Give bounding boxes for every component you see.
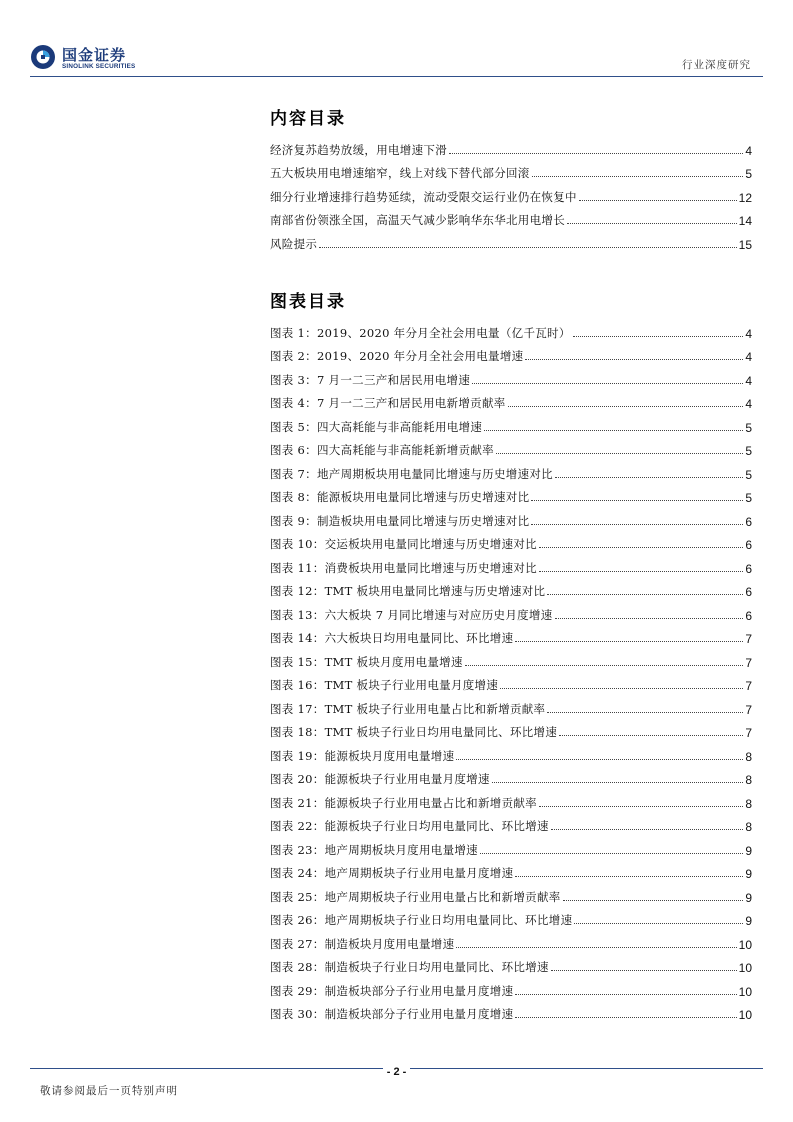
figure-entry-page: 10: [738, 961, 752, 975]
figure-entry[interactable]: [270, 693, 752, 717]
figure-entry-text: 图表 3：7 月一二三产和居民用电增速: [270, 372, 471, 387]
figure-entry-page: 7: [745, 632, 752, 646]
figure-entry-page: 9: [745, 867, 752, 881]
figure-entry[interactable]: [270, 646, 752, 670]
toc-entry-page: 12: [738, 190, 752, 205]
contents-section: [270, 104, 752, 252]
toc-entry-text: 经济复苏趋势放缓，用电增速下滑: [270, 142, 447, 157]
dot-leader: [567, 223, 737, 224]
figure-entry-page: 6: [745, 585, 752, 599]
contents-list: [270, 134, 752, 252]
figure-entry-page: 5: [745, 491, 752, 505]
toc-entry[interactable]: [270, 158, 752, 182]
page-number: [0, 1066, 793, 1078]
figures-section: [270, 287, 752, 1022]
toc-entry[interactable]: [270, 181, 752, 205]
figure-entry-page: 6: [745, 538, 752, 552]
figure-entry[interactable]: [270, 411, 752, 435]
figures-title: 图表目录: [270, 292, 346, 312]
dot-leader: [465, 665, 744, 666]
dot-leader: [532, 176, 744, 177]
brand-logo-icon: [30, 44, 56, 70]
figure-entry-text: 图表 10：交运板块用电量同比增速与历史增速对比: [270, 537, 537, 551]
toc-entry-page: 5: [745, 167, 752, 181]
figure-entry[interactable]: [270, 881, 752, 905]
figure-entry-page: 8: [745, 796, 752, 811]
figure-entry[interactable]: [270, 529, 752, 553]
report-type: 行业深度研究: [682, 59, 751, 71]
dot-leader: [539, 571, 743, 572]
dot-leader: [500, 688, 743, 689]
figure-entry-text: 图表 18：TMT 板块子行业日均用电量同比、环比增速: [270, 725, 558, 739]
figure-entry[interactable]: [270, 458, 752, 482]
figure-entry[interactable]: [270, 341, 752, 365]
dot-leader: [547, 594, 743, 595]
figure-entry-text: 图表 20：能源板块子行业用电量月度增速: [270, 772, 490, 786]
figure-entry-page: 9: [745, 890, 752, 905]
figures-list: [270, 317, 752, 1022]
figure-entry-text: 图表 25：地产周期板块子行业用电量占比和新增贡献率: [270, 889, 561, 904]
dot-leader: [551, 829, 744, 830]
figure-entry-text: 图表 17：TMT 板块子行业用电量占比和新增贡献率: [270, 701, 546, 716]
figure-entry-page: 8: [745, 749, 752, 764]
figure-entry-page: 10: [738, 937, 752, 952]
dot-leader: [515, 994, 736, 995]
figure-entry[interactable]: [270, 435, 752, 459]
dot-leader: [579, 200, 737, 201]
figure-entry-text: 图表 22：能源板块子行业日均用电量同比、环比增速: [270, 819, 549, 833]
figure-entry[interactable]: [270, 364, 752, 388]
figure-entry-page: 6: [745, 561, 752, 576]
figure-entry[interactable]: [270, 905, 752, 929]
figure-entry[interactable]: [270, 999, 752, 1023]
figure-entry-page: 6: [745, 514, 752, 529]
contents-title: 内容目录: [270, 109, 346, 129]
dot-leader: [555, 618, 744, 619]
toc-entry-text: 风险提示: [270, 236, 318, 251]
figure-entry-text: 图表 15：TMT 板块月度用电量增速: [270, 654, 463, 669]
page-header: [0, 0, 793, 80]
dot-leader: [456, 947, 736, 948]
figure-entry-page: 7: [745, 655, 752, 670]
figure-entry[interactable]: [270, 764, 752, 788]
toc-entry-page: 4: [745, 143, 752, 158]
figure-entry-page: 7: [745, 702, 752, 717]
toc-entry-text: 五大板块用电增速缩窄，线上对线下替代部分回滚: [270, 166, 530, 180]
figure-entry-text: 图表 5：四大高耗能与非高能耗用电增速: [270, 419, 483, 434]
figure-entry-page: 10: [738, 1008, 752, 1022]
toc-entry-page: 15: [738, 237, 752, 252]
dot-leader: [531, 500, 743, 501]
figure-entry-page: 9: [745, 914, 752, 928]
figure-entry[interactable]: [270, 670, 752, 694]
disclaimer: 敬请参阅最后一页特别声明: [40, 1085, 178, 1097]
figure-entry-page: 6: [745, 608, 752, 623]
figure-entry-text: 图表 1：2019、2020 年分月全社会用电量（亿千瓦时）: [270, 325, 571, 340]
figure-entry[interactable]: [270, 317, 752, 341]
figure-entry-page: 4: [745, 373, 752, 388]
figure-entry-text: 图表 12：TMT 板块用电量同比增速与历史增速对比: [270, 584, 546, 598]
figure-entry-page: 4: [745, 350, 752, 364]
figure-entry-text: 图表 14：六大板块日均用电量同比、环比增速: [270, 631, 514, 645]
dot-leader: [539, 806, 743, 807]
toc-entry[interactable]: [270, 205, 752, 229]
figure-entry-page: 5: [745, 420, 752, 435]
figure-entry-text: 图表 24：地产周期板块子行业用电量月度增速: [270, 866, 514, 880]
toc-entry[interactable]: [270, 134, 752, 158]
figure-entry-page: 5: [745, 444, 752, 458]
dot-leader: [319, 247, 736, 248]
dot-leader: [539, 547, 743, 548]
dot-leader: [525, 359, 743, 360]
figure-entry-page: 9: [745, 843, 752, 858]
dot-leader: [563, 900, 744, 901]
figure-entry[interactable]: [270, 787, 752, 811]
figure-entry[interactable]: [270, 552, 752, 576]
figure-entry-page: 7: [745, 679, 752, 693]
figure-entry-text: 图表 23：地产周期板块月度用电量增速: [270, 842, 478, 857]
figure-entry[interactable]: [270, 717, 752, 741]
dot-leader: [472, 383, 743, 384]
figure-entry-text: 图表 16：TMT 板块子行业用电量月度增速: [270, 678, 499, 692]
figure-entry-page: 8: [745, 773, 752, 787]
dot-leader: [531, 524, 743, 525]
toc-entry-text: 细分行业增速排行趋势延续，流动受限交运行业仍在恢复中: [270, 189, 577, 204]
figure-entry-page: 4: [745, 397, 752, 411]
dot-leader: [508, 406, 744, 407]
dot-leader: [456, 759, 743, 760]
page-number-text: - 2 -: [383, 1066, 411, 1078]
figure-entry[interactable]: [270, 623, 752, 647]
figure-entry[interactable]: [270, 975, 752, 999]
figure-entry-text: 图表 27：制造板块月度用电量增速: [270, 936, 455, 951]
figure-entry-page: 8: [745, 820, 752, 834]
figure-entry[interactable]: [270, 482, 752, 506]
dot-leader: [573, 336, 744, 337]
toc-entry-text: 南部省份领涨全国，高温天气减少影响华东华北用电增长: [270, 213, 565, 227]
figure-entry-page: 10: [738, 984, 752, 999]
figure-entry-text: 图表 21：能源板块子行业用电量占比和新增贡献率: [270, 795, 537, 810]
figure-entry-text: 图表 9：制造板块用电量同比增速与历史增速对比: [270, 513, 530, 528]
dot-leader: [484, 430, 743, 431]
dot-leader: [515, 876, 743, 877]
figure-entry-page: 4: [745, 326, 752, 341]
figure-entry[interactable]: [270, 952, 752, 976]
figure-entry-text: 图表 4：7 月一二三产和居民用电新增贡献率: [270, 396, 506, 410]
brand-logo: [30, 44, 190, 76]
dot-leader: [547, 712, 743, 713]
dot-leader: [515, 641, 743, 642]
figure-entry-page: 7: [745, 726, 752, 740]
figure-entry-text: 图表 28：制造板块子行业日均用电量同比、环比增速: [270, 960, 549, 974]
toc-entry[interactable]: [270, 228, 752, 252]
figure-entry[interactable]: [270, 811, 752, 835]
dot-leader: [449, 153, 743, 154]
figure-entry-text: 图表 2：2019、2020 年分月全社会用电量增速: [270, 349, 524, 363]
toc-entry-page: 14: [738, 214, 752, 228]
figure-entry-text: 图表 6：四大高耗能与非高能耗新增贡献率: [270, 443, 494, 457]
brand-name-en: SINOLINK SECURITIES: [62, 63, 136, 70]
figure-entry[interactable]: [270, 834, 752, 858]
figure-entry-page: 5: [745, 467, 752, 482]
figure-entry-text: 图表 29：制造板块部分子行业用电量月度增速: [270, 983, 514, 998]
figure-entry-text: 图表 13：六大板块 7 月同比增速与对应历史月度增速: [270, 607, 553, 622]
figure-entry[interactable]: [270, 858, 752, 882]
dot-leader: [480, 853, 743, 854]
figure-entry-text: 图表 8：能源板块用电量同比增速与历史增速对比: [270, 490, 530, 504]
figure-entry[interactable]: [270, 740, 752, 764]
figure-entry-text: 图表 11：消费板块用电量同比增速与历史增速对比: [270, 560, 537, 575]
figure-entry[interactable]: [270, 576, 752, 600]
figure-entry[interactable]: [270, 388, 752, 412]
dot-leader: [492, 782, 744, 783]
figure-entry-text: 图表 7：地产周期板块用电量同比增速与历史增速对比: [270, 466, 553, 481]
dot-leader: [574, 923, 743, 924]
dot-leader: [555, 477, 743, 478]
figure-entry[interactable]: [270, 505, 752, 529]
dot-leader: [515, 1017, 736, 1018]
brand-name-cn: 国金证券: [62, 46, 127, 64]
header-divider: [30, 76, 763, 77]
figure-entry-text: 图表 19：能源板块月度用电量增速: [270, 748, 455, 763]
dot-leader: [559, 735, 743, 736]
figure-entry-text: 图表 30：制造板块部分子行业用电量月度增速: [270, 1007, 514, 1021]
figure-entry[interactable]: [270, 928, 752, 952]
dot-leader: [551, 970, 737, 971]
figure-entry-text: 图表 26：地产周期板块子行业日均用电量同比、环比增速: [270, 913, 573, 927]
dot-leader: [496, 453, 743, 454]
figure-entry[interactable]: [270, 599, 752, 623]
